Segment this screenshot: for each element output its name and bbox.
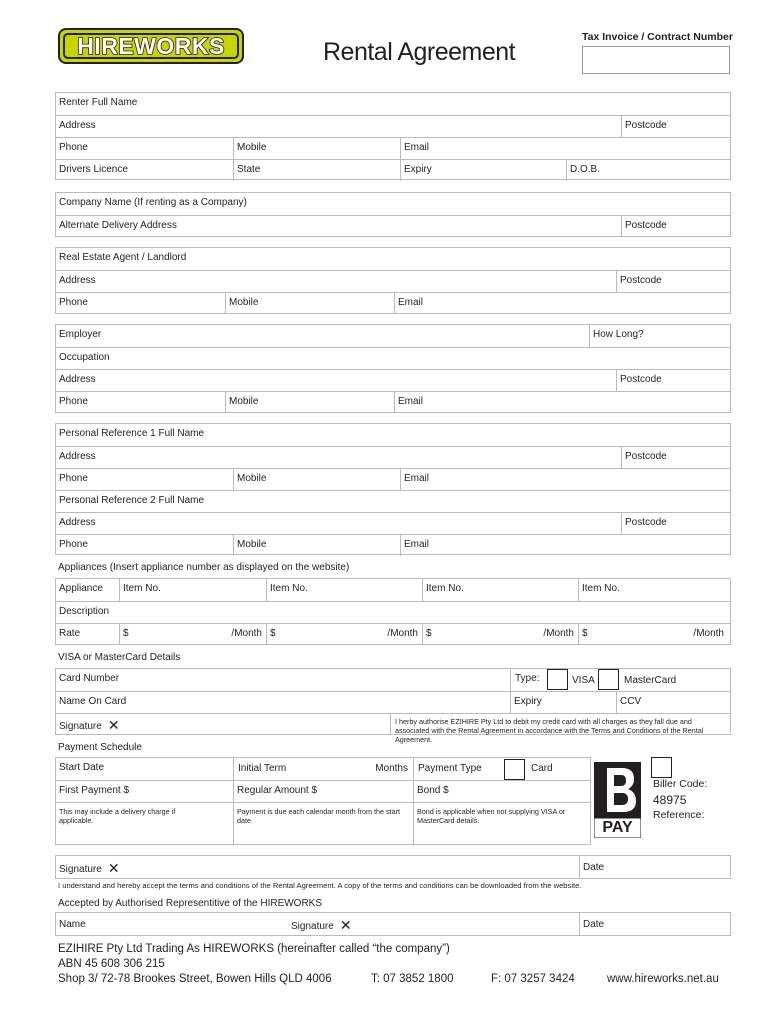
initial-term-label: Initial Term [238,763,287,774]
state-field[interactable]: State [233,160,400,181]
reference-label: Reference: [653,809,705,821]
per-month: /Month [387,628,418,639]
ref1-name-field[interactable]: Personal Reference 1 Full Name [59,428,205,439]
agent-postcode-field[interactable]: Postcode [616,271,730,292]
card-authorise-text: I herby authorise EZIHIRE Pty Ltd to debit my credit card with all charges as they fall due and associated with the Rental Agreement in accordance with the Terms and Conditions of the Rental Agreement. [390,714,730,735]
dollar-sign: $ [582,628,588,639]
card-expiry-field[interactable]: Expiry [510,692,616,713]
first-payment-field[interactable]: First Payment $ [59,785,130,796]
renter-mobile-field[interactable]: Mobile [233,138,400,159]
visa-checkbox[interactable] [547,669,568,690]
name-on-card-field[interactable]: Name On Card [59,696,127,707]
bond-field[interactable]: Bond $ [413,781,590,802]
ref1-email-field[interactable]: Email [400,469,730,490]
ref2-mobile-field[interactable]: Mobile [233,535,400,556]
item-no-3[interactable]: Item No. [422,579,578,601]
sign-here-x-icon: ✕ [107,717,120,733]
agent-name-field[interactable]: Real Estate Agent / Landlord [59,252,187,263]
renter-name-field[interactable]: Renter Full Name [59,97,138,108]
abn-line: ABN 45 608 306 215 [58,958,165,970]
logo-text: HIREWORKS [63,33,239,59]
first-payment-note: This may include a delivery charge if applicable. [59,807,176,825]
card-signature-field[interactable] [56,714,390,735]
agent-section [55,247,731,314]
description-field[interactable]: Description [59,606,110,617]
agent-phone-field[interactable]: Phone [59,297,88,308]
expiry-field[interactable]: Expiry [400,160,566,181]
customer-signature-field[interactable] [56,856,579,878]
authorised-name-field[interactable]: Name [59,919,86,930]
company-postcode-field[interactable]: Postcode [621,216,730,237]
bpay-checkbox[interactable] [651,757,672,778]
payment-type-field [413,758,590,780]
bpay-logo-icon [594,762,641,838]
renter-phone-field[interactable]: Phone [59,142,88,153]
renter-section [55,92,731,180]
agent-email-field[interactable]: Email [394,293,730,314]
dollar-sign: $ [426,628,432,639]
tax-invoice-label: Tax Invoice / Contract Number [582,31,733,43]
signature-label: Signature [291,921,334,932]
alt-address-field[interactable]: Alternate Delivery Address [59,220,177,231]
address-line: Shop 3/ 72-78 Brookes Street, Bowen Hills QLD 4006 [58,973,332,985]
website-link[interactable]: www.hireworks.net.au [607,973,719,985]
occupation-field[interactable]: Occupation [59,352,110,363]
per-month: /Month [543,628,574,639]
rate-field-3[interactable] [422,624,578,645]
references-section [55,423,731,555]
signature-label: Signature [59,721,102,732]
employer-postcode-field[interactable]: Postcode [616,370,730,391]
per-month: /Month [231,628,262,639]
item-no-4[interactable]: Item No. [578,579,730,601]
ref1-phone-field[interactable]: Phone [59,473,88,484]
employer-address-field[interactable]: Address [59,374,96,385]
agent-address-field[interactable]: Address [59,275,96,286]
months-label: Months [375,763,408,774]
renter-address-field[interactable]: Address [59,120,96,131]
hireworks-logo [58,28,244,64]
card-payment-checkbox[interactable] [504,759,525,780]
regular-payment-note: Payment is due each calendar month from the start date. [233,803,413,846]
initial-term-field[interactable] [233,758,413,780]
appliances-section [55,578,731,645]
card-heading: VISA or MasterCard Details [58,652,181,663]
employer-email-field[interactable]: Email [394,392,730,413]
customer-date-field[interactable]: Date [579,856,730,878]
visa-label: VISA [572,675,595,686]
rate-field-2[interactable] [266,624,422,645]
company-name-field[interactable]: Company Name (If renting as a Company) [59,197,247,208]
type-label: Type: [515,673,540,684]
employer-section [55,324,731,413]
page-title: Rental Agreement [323,38,516,66]
rate-field-4[interactable] [578,624,730,645]
terms-text: I understand and hereby accept the terms and conditions of the Rental Agreement. A copy of the terms and conditions can be downloaded from the website. [58,881,582,890]
licence-field[interactable]: Drivers Licence [59,164,128,175]
item-no-2[interactable]: Item No. [266,579,422,601]
ref1-postcode-field[interactable]: Postcode [621,447,730,468]
ref2-name-field[interactable]: Personal Reference 2 Full Name [59,495,205,506]
phone-line: T: 07 3852 1800 [371,973,454,985]
customer-signature-row [55,855,731,879]
biller-code-label: Biller Code: [653,778,708,790]
ref1-address-field[interactable]: Address [59,451,96,462]
employer-field[interactable]: Employer [59,329,102,340]
employer-phone-field[interactable]: Phone [59,396,88,407]
agent-mobile-field[interactable]: Mobile [225,293,394,314]
renter-email-field[interactable]: Email [400,138,730,159]
fax-line: F: 07 3257 3424 [491,973,575,985]
employer-mobile-field[interactable]: Mobile [225,392,394,413]
ref2-address-field[interactable]: Address [59,517,96,528]
authorised-signature-field[interactable] [288,913,579,935]
sign-here-x-icon: ✕ [339,917,352,933]
mastercard-checkbox[interactable] [598,669,619,690]
authorised-row [55,912,731,936]
ref2-phone-field[interactable]: Phone [59,539,88,550]
ref1-mobile-field[interactable]: Mobile [233,469,400,490]
bpay-text: PAY [602,819,633,836]
appliances-heading: Appliances (Insert appliance number as displayed on the website) [58,562,350,573]
sign-here-x-icon: ✕ [107,860,120,876]
payment-type-label: Payment Type [418,763,482,774]
biller-code-value: 48975 [653,793,687,807]
authorised-heading: Accepted by Authorised Representitive of the HIREWORKS [58,898,323,909]
rate-field-1[interactable] [119,624,266,645]
ref2-email-field[interactable]: Email [400,535,730,556]
card-number-field[interactable]: Card Number [59,673,120,684]
dob-field[interactable]: D.O.B. [566,160,730,181]
company-section [55,192,731,237]
how-long-field[interactable]: How Long? [589,325,730,347]
payment-heading: Payment Schedule [58,742,142,753]
ref2-postcode-field[interactable]: Postcode [621,513,730,534]
mastercard-label: MasterCard [624,675,677,686]
contract-number-field[interactable] [582,46,730,74]
dollar-sign: $ [270,628,276,639]
company-line: EZIHIRE Pty Ltd Trading As HIREWORKS (hereinafter called “the company”) [58,943,450,955]
signature-label: Signature [59,864,102,875]
card-type [510,669,730,691]
bond-note: Bond is applicable when not supplying VISA or MasterCard details. [413,803,590,846]
appliance-label: Appliance [59,583,103,594]
regular-amount-field[interactable]: Regular Amount $ [233,781,413,802]
item-no-1[interactable]: Item No. [119,579,266,601]
start-date-field[interactable]: Start Date [59,762,105,773]
rate-label: Rate [59,628,81,639]
authorised-date-field[interactable]: Date [579,913,730,935]
renter-postcode-field[interactable]: Postcode [621,116,730,137]
ccv-field[interactable]: CCV [616,692,730,713]
dollar-sign: $ [123,628,129,639]
card-payment-label: Card [531,763,553,774]
per-month: /Month [693,628,724,639]
